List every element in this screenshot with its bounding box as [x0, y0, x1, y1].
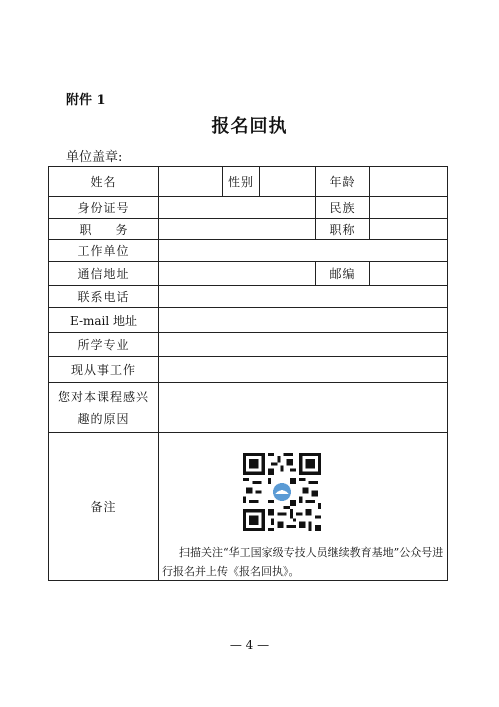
address-label: 通信地址 [49, 262, 159, 286]
email-label: E-mail 地址 [49, 308, 159, 333]
qr-code-icon[interactable] [243, 453, 321, 531]
phone-field[interactable] [159, 286, 448, 308]
current-work-field[interactable] [159, 357, 448, 383]
gender-field[interactable] [260, 167, 316, 197]
current-work-label: 现从事工作 [49, 357, 159, 383]
registration-form-table [48, 166, 448, 581]
name-field[interactable] [159, 167, 223, 197]
professional-title-field[interactable] [370, 219, 448, 240]
attachment-label: 附件 1 [66, 93, 106, 108]
major-label: 所学专业 [49, 333, 159, 357]
interest-reason-field[interactable] [159, 383, 448, 433]
notes-instructions: 扫描关注“华工国家级专技人员继续教育基地”公众号进行报名并上传《报名回执》。 [162, 546, 444, 578]
id-number-field[interactable] [159, 197, 316, 219]
postcode-field[interactable] [370, 262, 448, 286]
workplace-field[interactable] [159, 240, 448, 262]
workplace-label: 工作单位 [49, 240, 159, 262]
age-field[interactable] [370, 167, 448, 197]
age-label: 年龄 [316, 167, 370, 197]
address-field[interactable] [159, 262, 316, 286]
position-field[interactable] [159, 219, 316, 240]
notes-field [159, 433, 448, 581]
major-field[interactable] [159, 333, 448, 357]
page-number: — 4 — [229, 638, 270, 652]
seal-label: 单位盖章: [66, 150, 123, 165]
phone-label: 联系电话 [49, 286, 159, 308]
page-title: 报名回执 [211, 116, 288, 137]
email-field[interactable] [159, 308, 448, 333]
interest-reason-label: 您对本课程感兴趣的原因 [49, 383, 159, 433]
ethnicity-field[interactable] [370, 197, 448, 219]
ethnicity-label: 民族 [316, 197, 370, 219]
professional-title-label: 职称 [316, 219, 370, 240]
notes-label: 备注 [49, 433, 159, 581]
position-label: 职 务 [49, 219, 159, 240]
name-label: 姓名 [49, 167, 159, 197]
postcode-label: 邮编 [316, 262, 370, 286]
gender-label: 性别 [223, 167, 260, 197]
id-number-label: 身份证号 [49, 197, 159, 219]
